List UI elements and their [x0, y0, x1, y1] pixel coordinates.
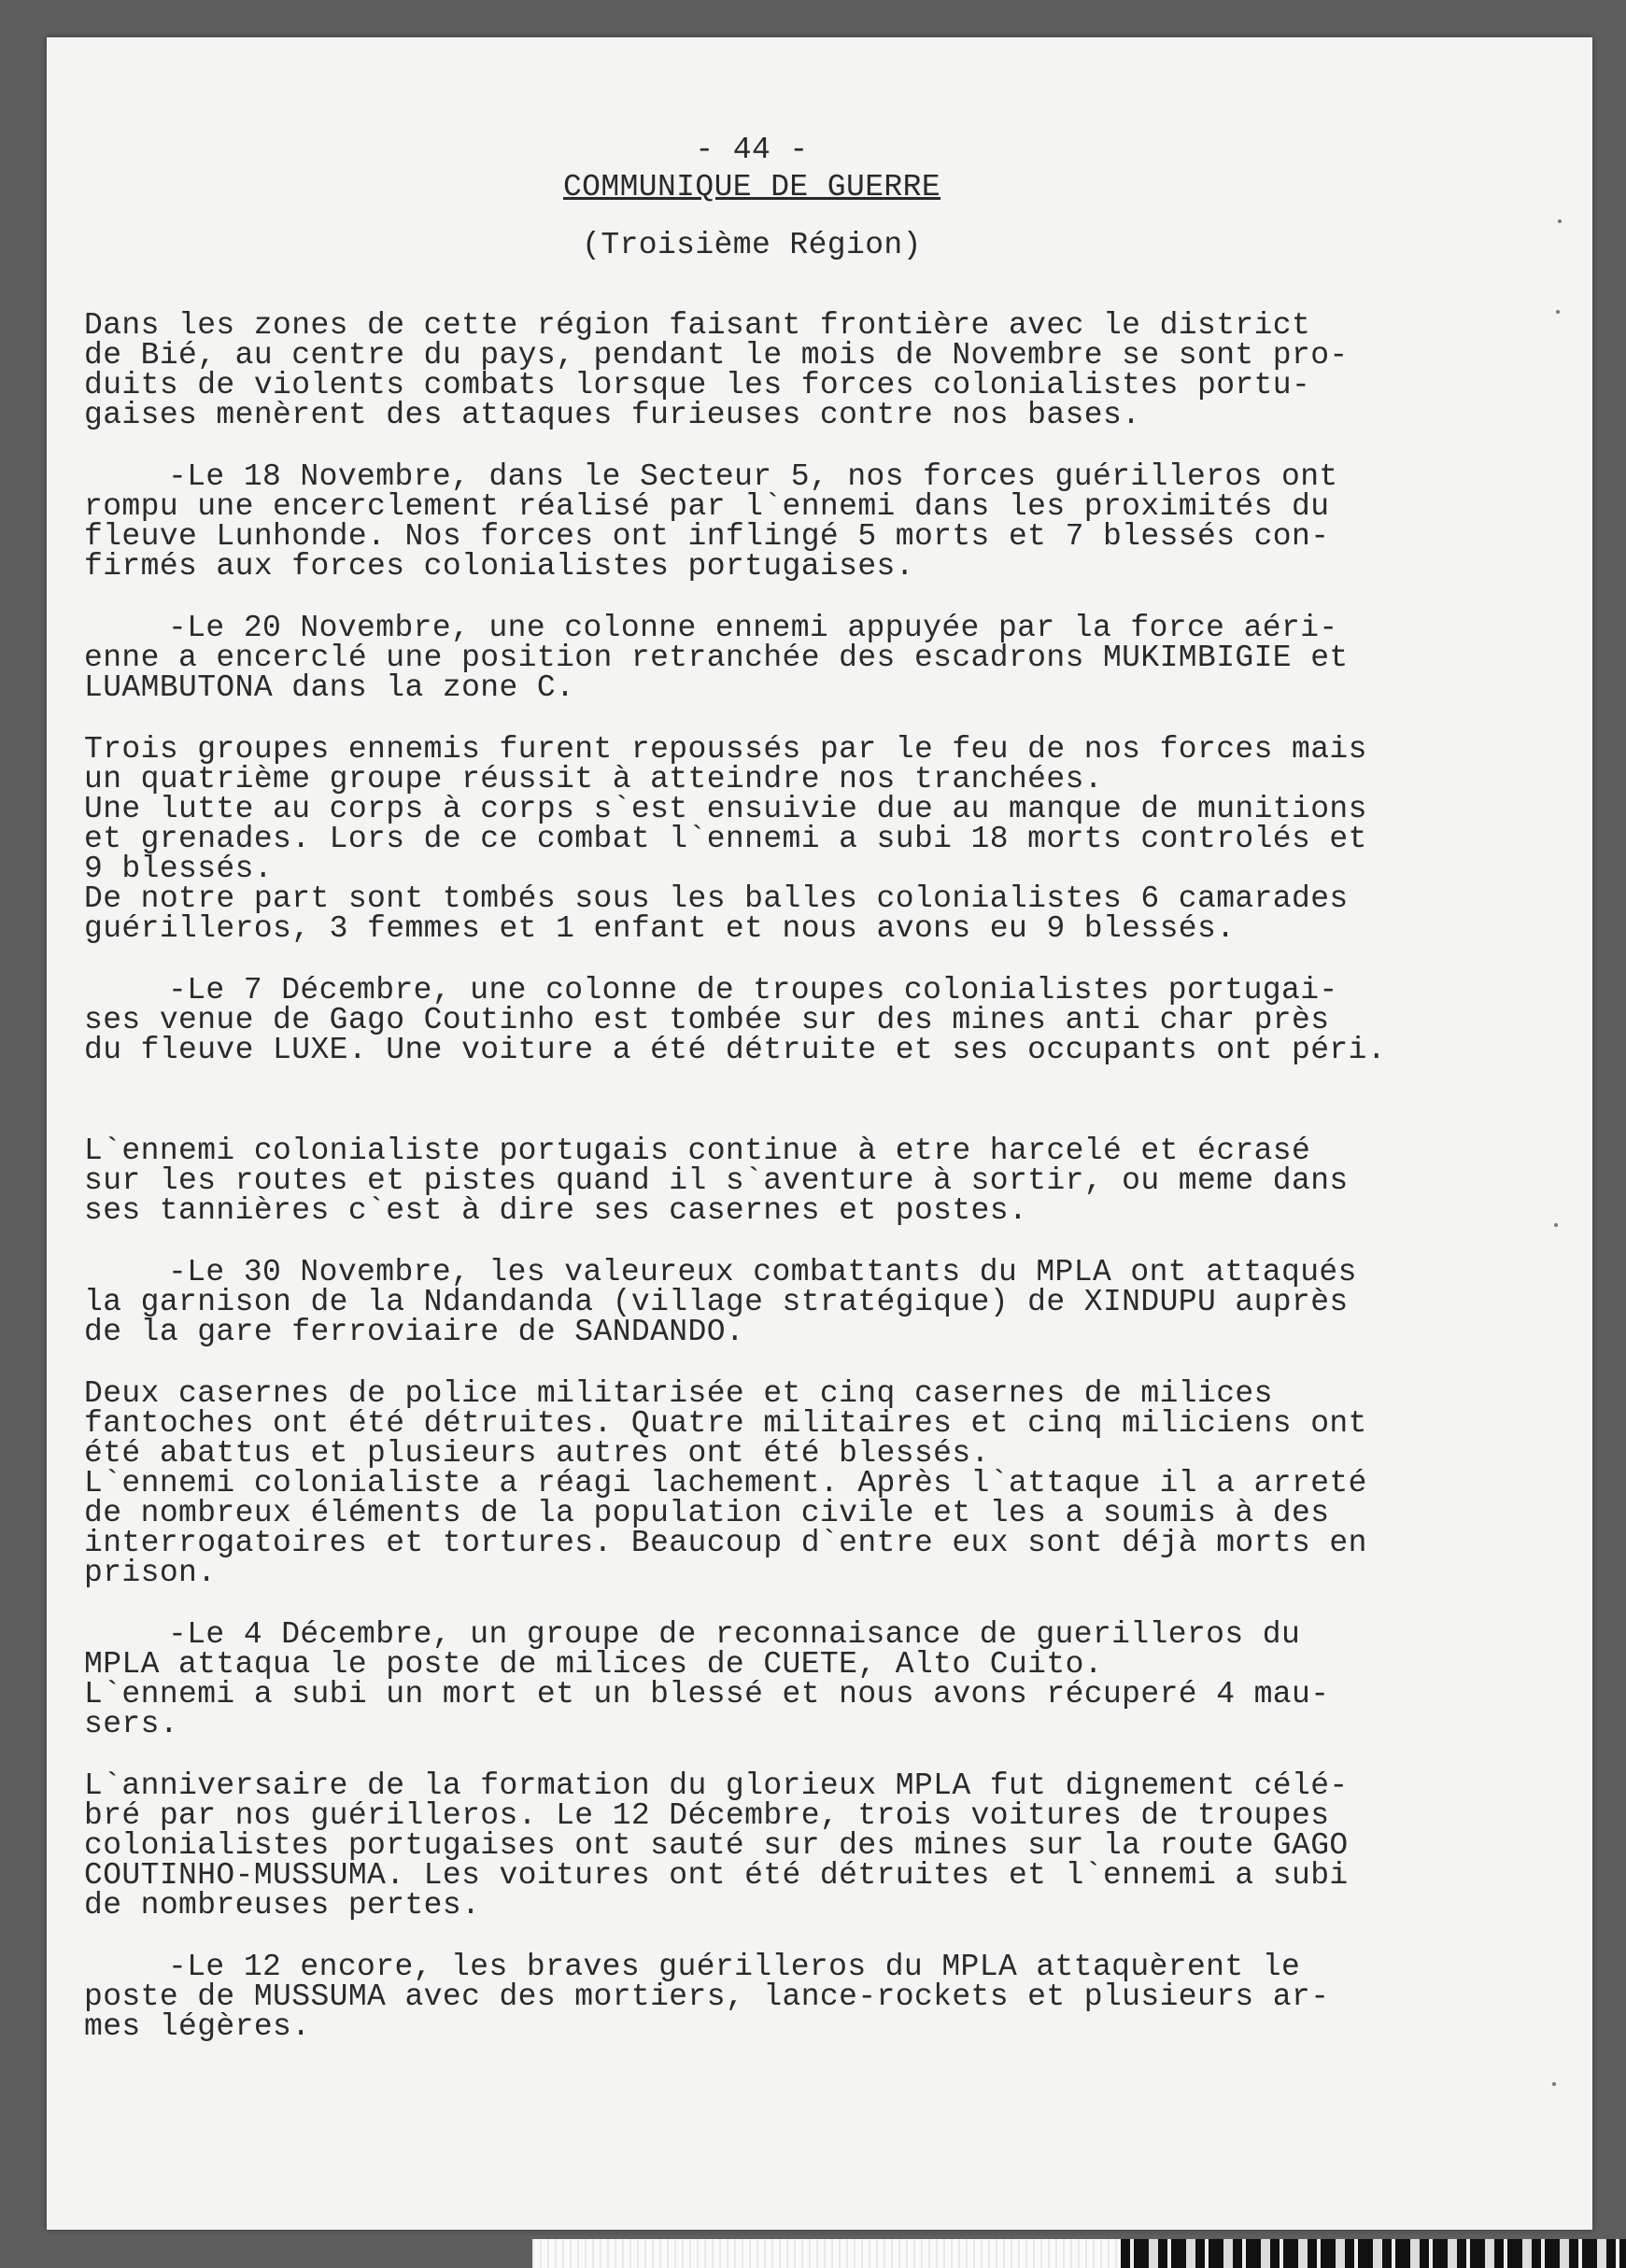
document-subtitle: (Troisième Région)	[582, 228, 922, 262]
paragraph-18-novembre: -Le 18 Novembre, dans le Secteur 5, nos forces guérilleros ont rompu une encerclement réalisé par l`ennemi dans les proximités du fleuve Lunhonde. Nos forces ont inflingé 5 morts et 7 blessés con- firmés aux forces colonialistes portugaises.	[84, 459, 1338, 584]
paragraph-4-decembre: -Le 4 Décembre, un groupe de reconnaisance de guerilleros du MPLA attaqua le poste de milices de CUETE, Alto Cuito. L`ennemi a subi un mort et un blessé et nous avons récuperé 4 mau- sers.	[84, 1617, 1330, 1741]
paragraph-12-encore: -Le 12 encore, les braves guérilleros du MPLA attaquèrent le poste de MUSSUMA avec des mortiers, lance-rockets et plusieurs ar- mes légères.	[84, 1950, 1330, 2044]
paragraph-7-decembre: -Le 7 Décembre, une colonne de troupes colonialistes portugai- ses venue de Gago Coutinho est tombée sur des mines anti char près du fleuve LUXE. Une voiture a été détruite et ses occupants ont péri.	[84, 973, 1387, 1067]
ruler-light-segment	[532, 2239, 1121, 2268]
scale-ruler	[532, 2239, 1626, 2268]
document-title: COMMUNIQUE DE GUERRE	[562, 170, 941, 204]
paper-mark	[1552, 2082, 1556, 2086]
paragraph-intro: Dans les zones de cette région faisant frontière avec le district de Bié, au centre du pays, pendant le mois de Novembre se sont pro- duits de violents combats lorsque les forces colonialistes portu- gaises menèrent des attaques furieuses contre nos bases.	[84, 308, 1349, 432]
page-number: - 44 -	[695, 133, 809, 167]
paragraph-30-novembre: -Le 30 Novembre, les valeureux combattants du MPLA ont attaqués la garnison de la Ndandanda (village stratégique) de XINDUPU auprès de la gare ferroviaire de SANDANDO.	[84, 1255, 1357, 1349]
paper-mark	[1558, 219, 1562, 223]
paragraph-harcele: L`ennemi colonialiste portugais continue à etre harcelé et écrasé sur les routes et pistes quand il s`aventure à sortir, ou meme dans ses tannières c`est à dire ses casernes et postes.	[84, 1134, 1349, 1228]
paragraph-anniversaire: L`anniversaire de la formation du glorieux MPLA fut dignement célé- bré par nos guérilleros. Le 12 Décembre, trois voitures de troupes colonialistes portugaises ont sauté sur des mines sur la route GAGO COUTINHO-MUSSUMA. Les voitures ont été détruites et l`ennemi a subi de nombreuses pertes.	[84, 1768, 1349, 1923]
paper-mark	[1556, 310, 1560, 314]
paragraph-combat: Trois groupes ennemis furent repoussés par le feu de nos forces mais un quatrième groupe réussit à atteindre nos tranchées. Une lutte au corps à corps s`est ensuivie due au manque de munitions et grenades. Lors de ce combat l`ennemi a subi 18 morts controlés et 9 blessés. De notre part sont tombés sous les balles colonialistes 6 camarades guérilleros, 3 femmes et 1 enfant et nous avons eu 9 blessés.	[84, 732, 1367, 946]
document-page	[47, 37, 1592, 2230]
paragraph-20-novembre: -Le 20 Novembre, une colonne ennemi appuyée par la force aéri- enne a encerclé une position retranchée des escadrons MUKIMBIGIE et LUAMBUTONA dans la zone C.	[84, 611, 1349, 705]
paper-mark	[1554, 1223, 1558, 1227]
typed-text-body	[84, 135, 1392, 2042]
spacer	[84, 1097, 1392, 1136]
paragraph-casernes: Deux casernes de police militarisée et cinq casernes de milices fantoches ont été détruites. Quatre militaires et cinq miliciens ont été abattus et plusieurs autres ont été blessés. L`ennemi colonialiste a réagi lachement. Après l`attaque il a arreté de nombreux éléments de la population civile et les a soumis à des interrogatoires et tortures. Beaucoup d`entre eux sont déjà morts en prison.	[84, 1376, 1367, 1590]
ruler-dark-segment	[1121, 2239, 1626, 2268]
